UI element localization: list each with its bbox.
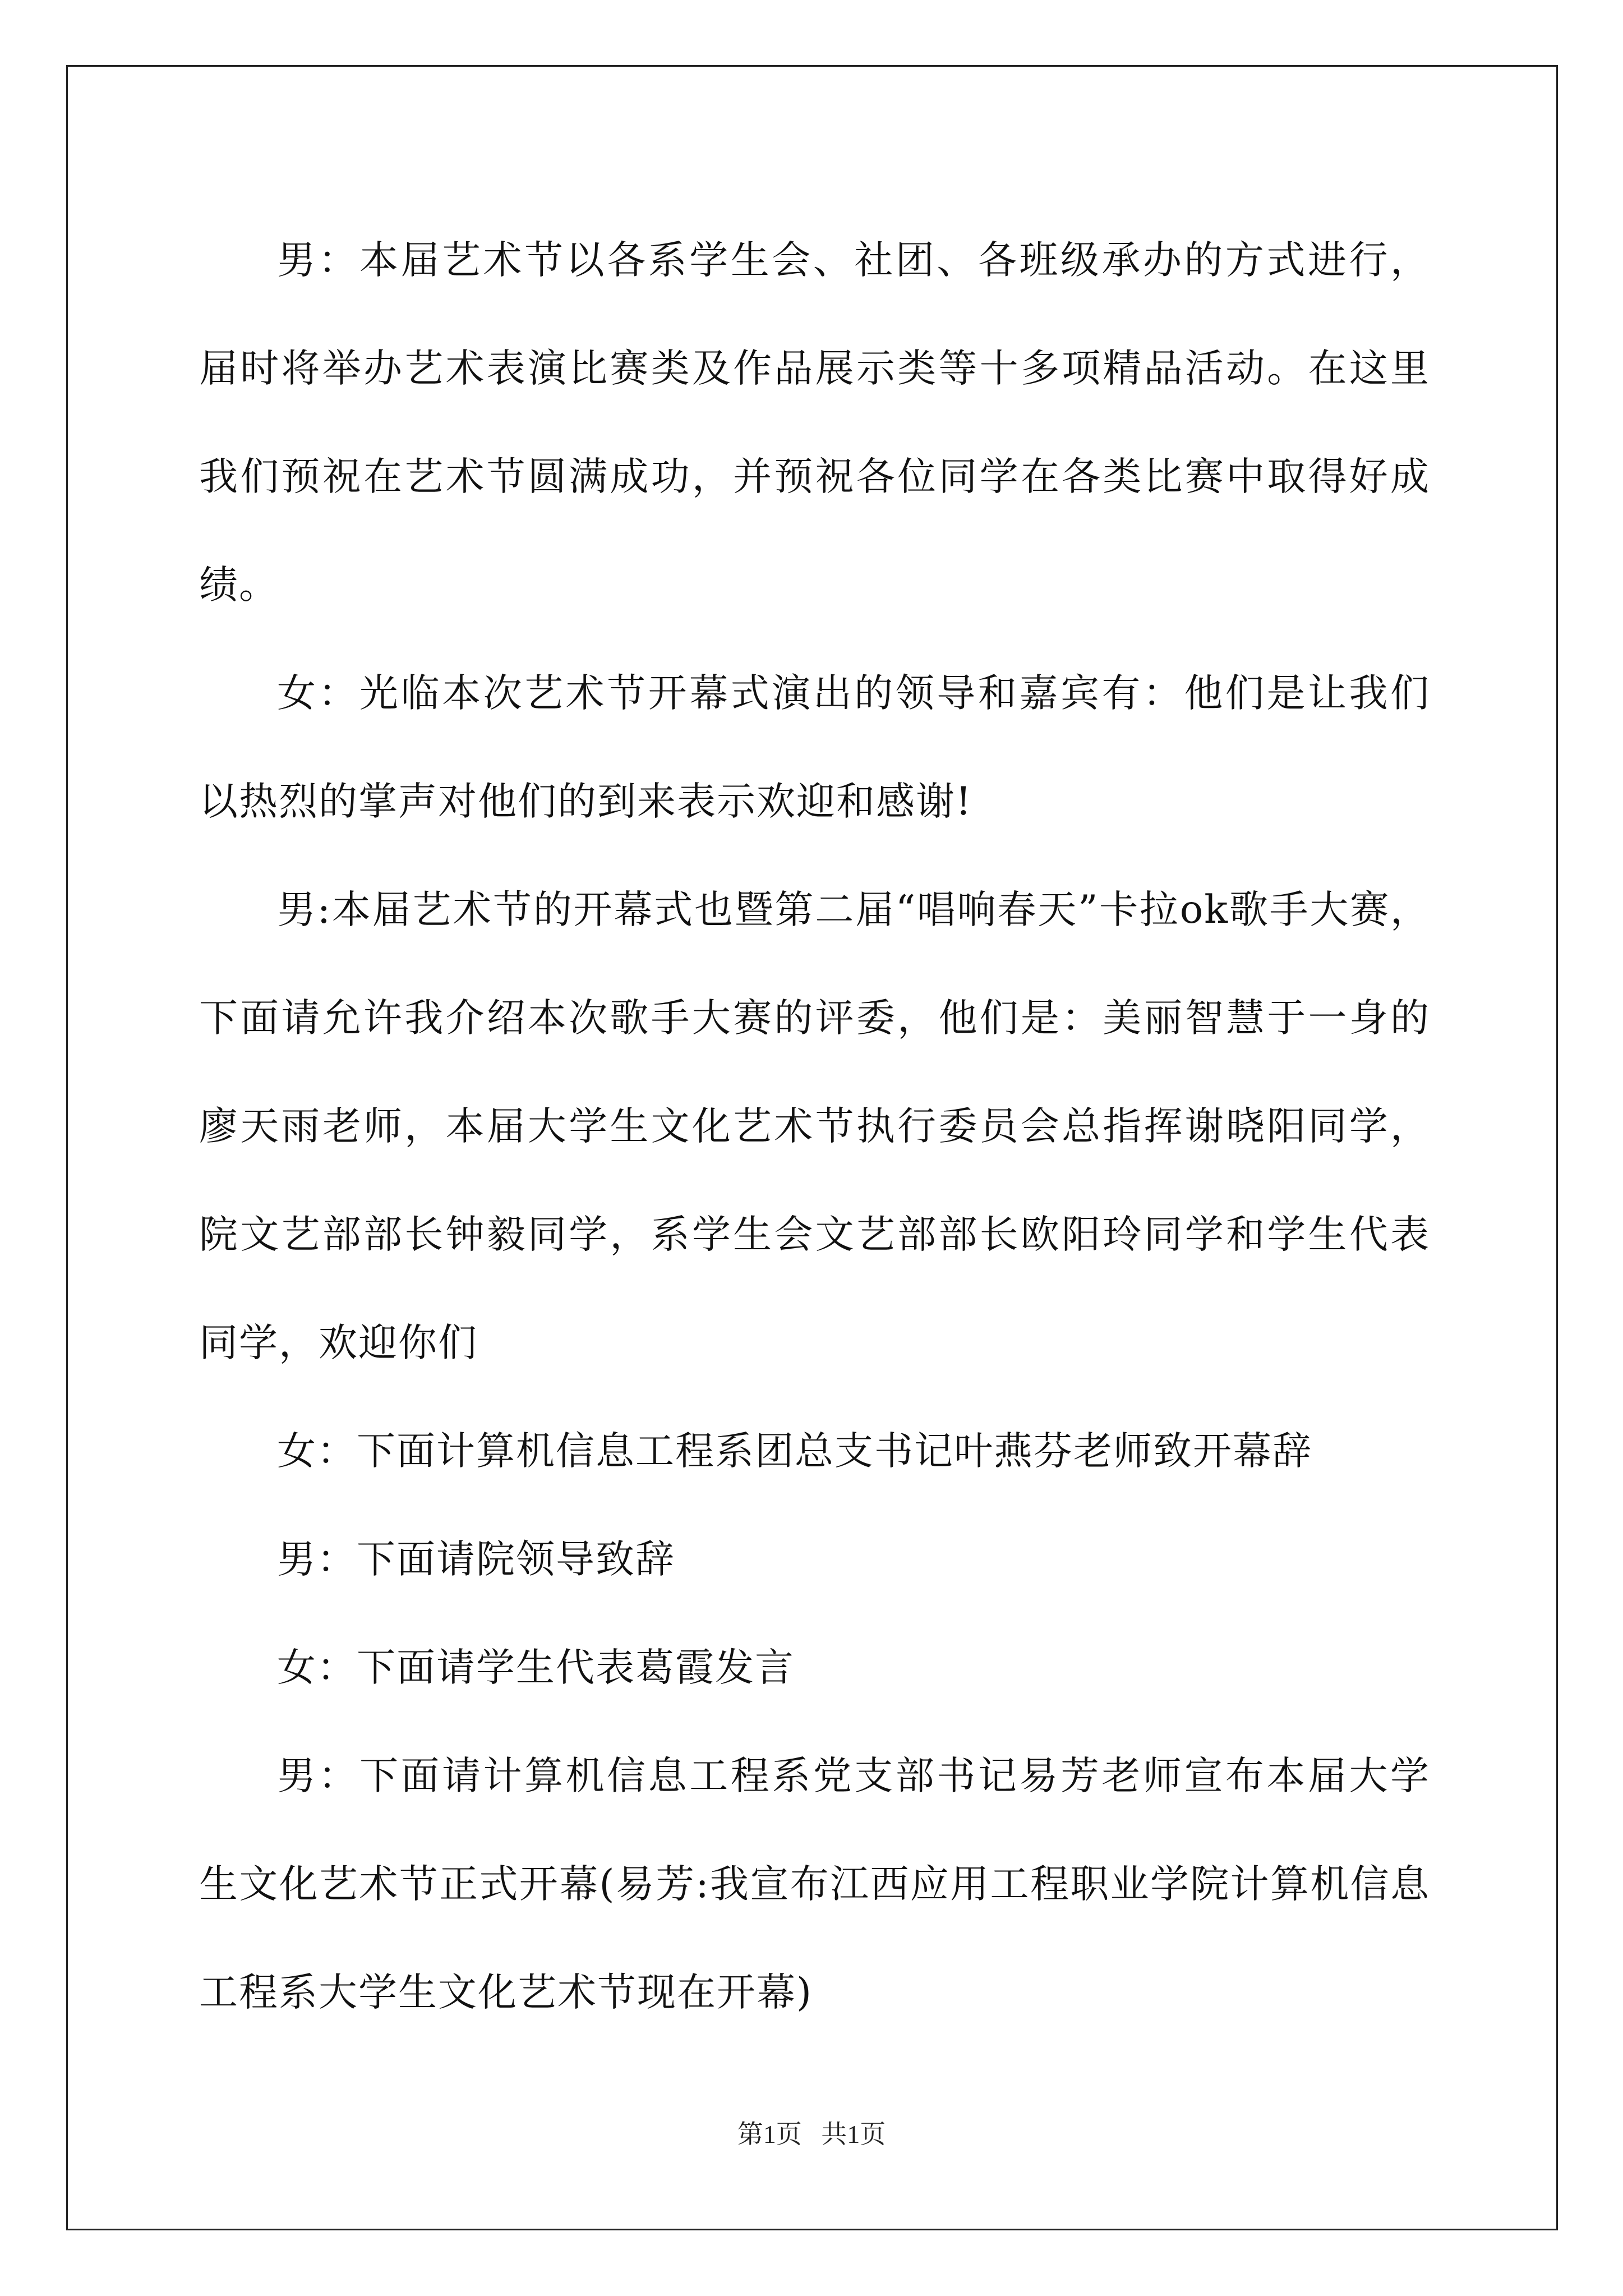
- paragraph-5: 男：下面请院领导致辞: [277, 1537, 675, 1582]
- paragraph-1: 男：本届艺术节以各系学生会、社团、各班级承办的方式进行，届时将举办艺术表演比赛类及作品展示类等十多项精品活动。在这里我们预祝在艺术节圆满成功，并预祝各位同学在各类比赛中取得好成绩。: [199, 238, 1430, 608]
- paragraph-6: 女：下面请学生代表葛霞发言: [277, 1645, 795, 1690]
- document-body: [199, 206, 1430, 2047]
- page-number-footer: 第1页 共1页: [737, 2120, 886, 2148]
- paragraph-3: 男:本届艺术节的开幕式也暨第二届“唱响春天”卡拉ok歌手大赛，下面请允许我介绍本次歌手大赛的评委，他们是：美丽智慧于一身的廖天雨老师，本届大学生文化艺术节执行委员会总指挥谢晓阳同学，院文艺部部长钟毅同学，系学生会文艺部部长欧阳玲同学和学生代表同学，欢迎你们: [199, 887, 1430, 1365]
- paragraph-2: 女：光临本次艺术节开幕式演出的领导和嘉宾有：他们是让我们以热烈的掌声对他们的到来表示欢迎和感谢!: [199, 671, 1430, 824]
- paragraph-7: 男：下面请计算机信息工程系党支部书记易芳老师宣布本届大学生文化艺术节正式开幕(易芳:我宣布江西应用工程职业学院计算机信息工程系大学生文化艺术节现在开幕): [199, 1754, 1430, 2015]
- paragraph-4: 女：下面计算机信息工程系团总支书记叶燕芬老师致开幕辞: [277, 1429, 1312, 1474]
